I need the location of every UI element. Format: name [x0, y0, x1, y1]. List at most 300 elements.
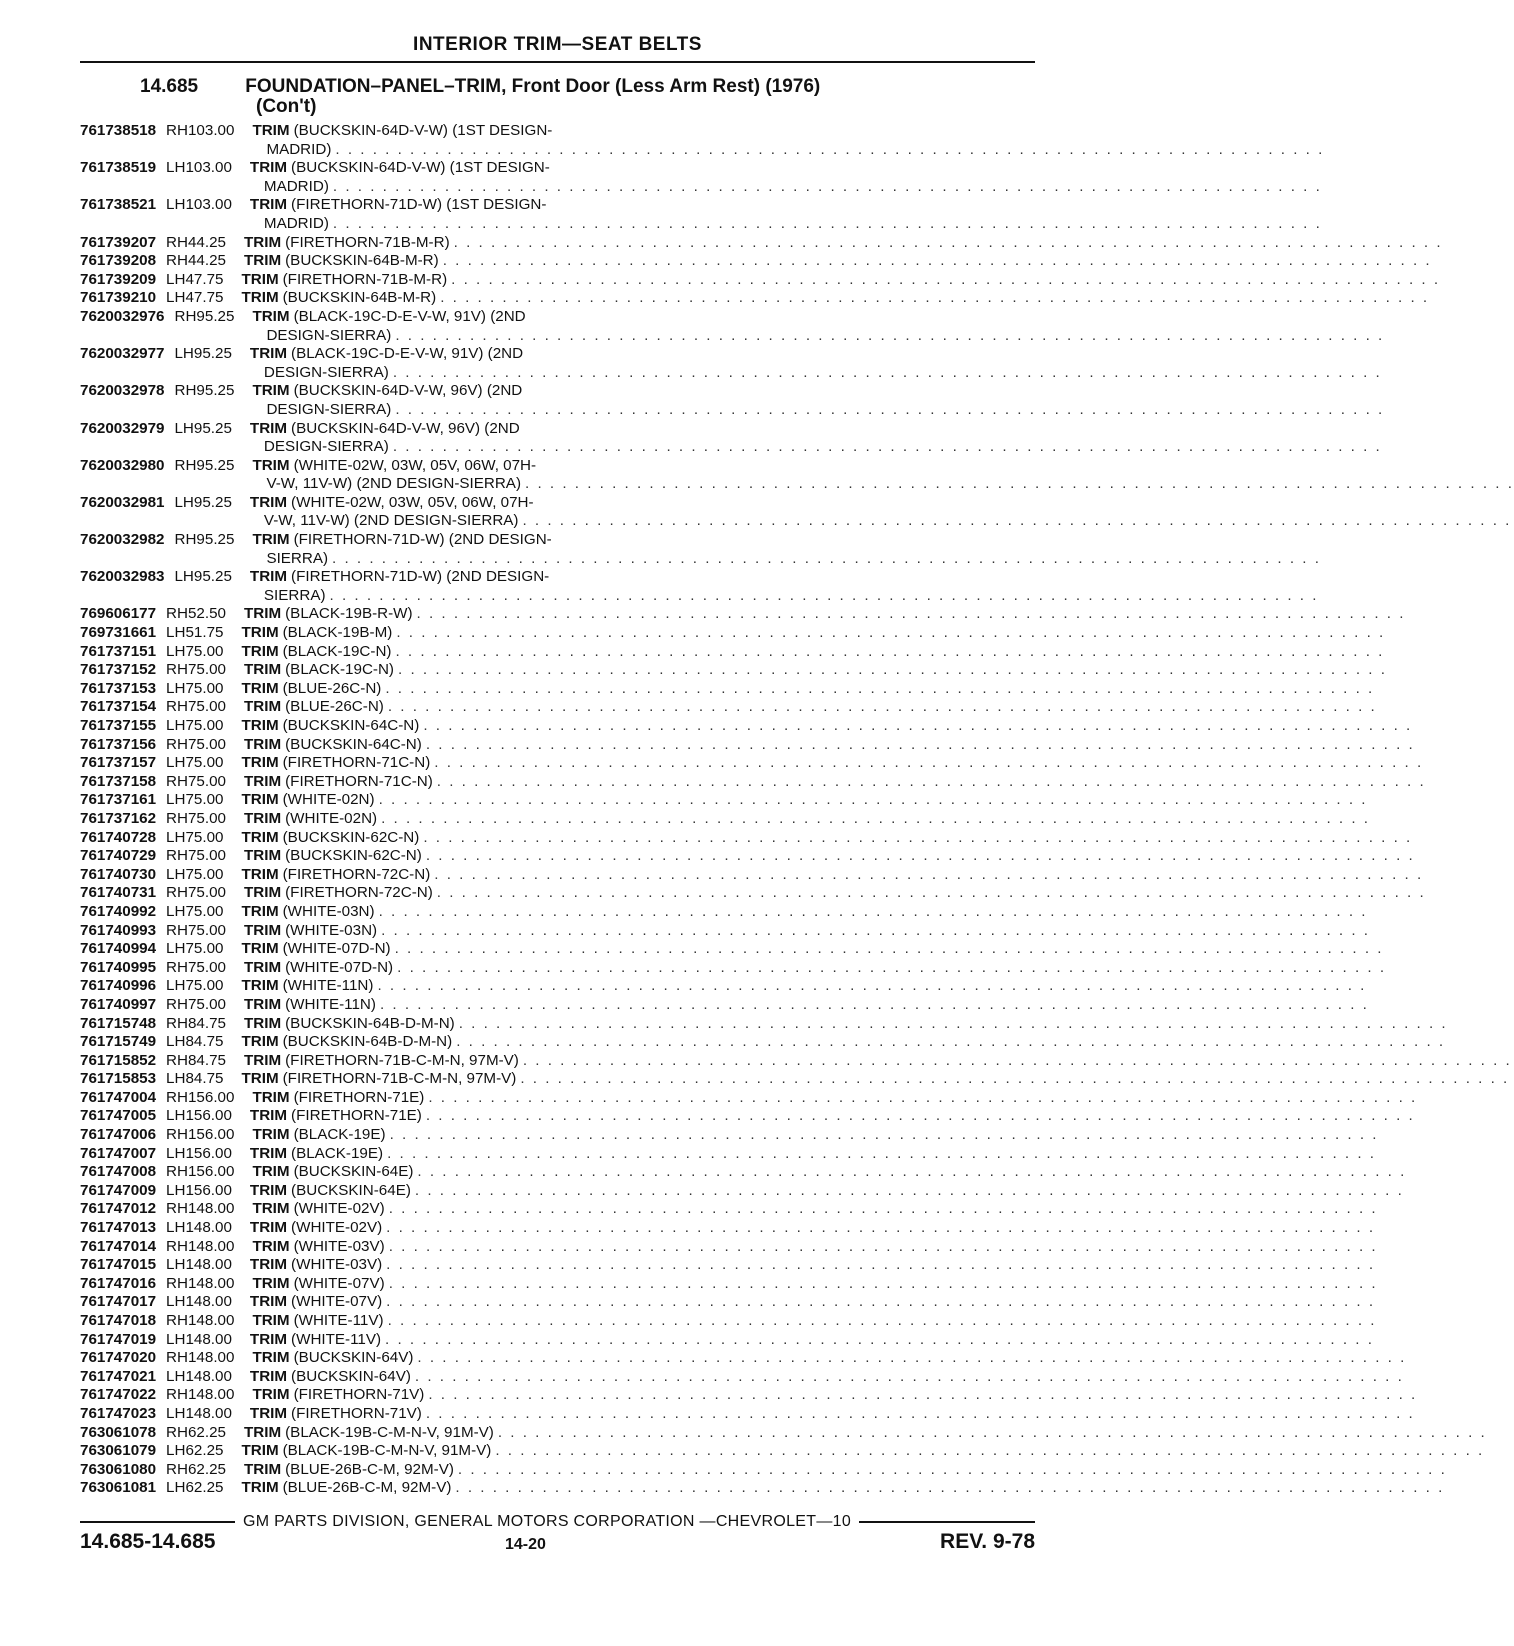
description-keyword: TRIM — [244, 661, 282, 679]
description-line — [250, 1368, 1404, 1387]
part-number-cell: 1737157 — [96, 754, 157, 772]
leader-dots: . . . . . . . . . . . . . . . . . . . . . . . . . . . . . . . . . . . . . . . . . . . . . . . . . . . . . . . . . . . . . . . . . . . . . . . . . . . . . . . . — [414, 1367, 1404, 1385]
description-keyword: TRIM — [241, 1479, 279, 1497]
side-cell: RH — [166, 884, 188, 902]
description-line — [241, 1442, 1484, 1461]
side-cell: LH — [166, 1404, 186, 1422]
side-cell: LH — [174, 345, 194, 363]
description-keyword: TRIM — [249, 1181, 288, 1199]
description-line — [244, 996, 1369, 1015]
price-cell: 103.00 — [187, 122, 235, 139]
description-text: (BLACK-19B-R-W) — [285, 605, 413, 623]
price-cell: 103.00 — [185, 159, 232, 177]
price-cell: 75.00 — [187, 995, 226, 1013]
description-cell — [244, 661, 1387, 680]
description-keyword: TRIM — [241, 902, 279, 920]
table-row — [80, 1404, 1415, 1424]
description-text: (WHITE-02V) — [293, 1200, 385, 1218]
description-text: (BLUE-26B-C-M, 92M-V) — [285, 1460, 454, 1478]
leader-dots: . . . . . . . . . . . . . . . . . . . . . . . . . . . . . . . . . . . . . . . . . . . . . . . . . . . . . . . . . . . . . . . . . . . . . . . . . . . . . . . . — [436, 772, 1426, 790]
side-cell: RH — [166, 252, 188, 270]
description-cell — [252, 457, 1513, 494]
leader-dots: . . . . . . . . . . . . . . . . . . . . . . . . . . . . . . . . . . . . . . . . . . . . . . . . . . . . . . . . . . . . . . . . . . . . . . . . . . . . . . . . — [428, 1088, 1418, 1106]
part-number-cell: 1737156 — [96, 735, 157, 753]
description-keyword: TRIM — [241, 1033, 279, 1051]
table-row — [80, 270, 1441, 290]
leader-dots: . . . . . . . . . . . . . . . . . . . . . . . . . . . . . . . . . . . . . . . . . . . . . . . . . . . . . . . . . . . . . . . . . . . . . . . . . . . . . . . . — [389, 1126, 1379, 1144]
leader-dots: . . . . . . . . . . . . . . . . . . . . . . . . . . . . . . . . . . . . . . . . . . . . . . . . . . . . . . . . . . . . . . . . . . . . . . . . . . . . . . . . — [425, 847, 1415, 865]
description-cell — [241, 1033, 1445, 1052]
price-cell: 148.00 — [185, 1367, 232, 1385]
side-cell: LH — [174, 568, 194, 586]
description-line — [241, 271, 1440, 290]
description-line — [252, 1238, 1377, 1257]
year-cell: 76 — [80, 382, 97, 400]
leader-dots: . . . . . . . . . . . . . . . . . . . . . . . . . . . . . . . . . . . . . . . . . . . . . . . . . . . . . . . . . . . . . . . . . . . . . . . . . . . . . . . . — [332, 214, 1322, 232]
price-cell: 148.00 — [187, 1386, 235, 1404]
description-keyword: TRIM — [244, 809, 282, 827]
side-cell: LH — [166, 1367, 186, 1385]
table-row — [80, 252, 1432, 271]
year-cell: 76 — [80, 233, 97, 251]
part-number-cell: 1740728 — [96, 828, 157, 846]
part-number-cell: 1715749 — [96, 1033, 157, 1051]
description-keyword: TRIM — [252, 1126, 290, 1144]
table-row — [80, 1163, 1407, 1182]
description-keyword: TRIM — [252, 1200, 290, 1218]
table-row — [80, 1237, 1378, 1257]
description-cell — [252, 531, 1321, 568]
leader-dots: . . . . . . . . . . . . . . . . . . . . . . . . . . . . . . . . . . . . . . . . . . . . . . . . . . . . . . . . . . . . . . . . . . . . . . . . . . . . . . . . — [457, 1460, 1447, 1478]
description-keyword: TRIM — [241, 754, 279, 772]
side-cell: LH — [166, 1442, 186, 1460]
table-row — [80, 717, 1413, 736]
year-cell: 76 — [80, 1200, 97, 1218]
description-keyword: TRIM — [244, 233, 282, 251]
price-cell: 44.25 — [187, 252, 226, 270]
part-number-cell: 1740993 — [96, 921, 157, 939]
year-cell: 76 — [80, 1367, 97, 1385]
year-cell: 76 — [80, 847, 97, 865]
part-number-cell: 20032983 — [96, 568, 165, 586]
table-row — [80, 531, 1321, 568]
side-cell: LH — [166, 828, 186, 846]
table-row — [80, 456, 1514, 494]
description-text: (WHITE-02N) — [282, 791, 375, 809]
leader-dots: . . . . . . . . . . . . . . . . . . . . . . . . . . . . . . . . . . . . . . . . . . . . . . . . . . . . . . . . . . . . . . . . . . . . . . . . . . . . . . . . — [398, 661, 1387, 679]
description-text: (WHITE-03V) — [291, 1256, 383, 1274]
year-cell: 76 — [80, 568, 97, 586]
table-row — [80, 865, 1424, 885]
description-text: (BUCKSKIN-64V) — [293, 1349, 414, 1367]
leader-dots: . . . . . . . . . . . . . . . . . . . . . . . . . . . . . . . . . . . . . . . . . . . . . . . . . . . . . . . . . . . . . . . . . . . . . . . . . . . . . . . . — [386, 1256, 1376, 1274]
price-cell: 62.25 — [185, 1479, 224, 1497]
description-text: (WHITE-02W, 03W, 05V, 06W, 07H- — [293, 456, 537, 474]
table-row — [80, 568, 1319, 605]
part-number-cell: 1747012 — [96, 1200, 157, 1218]
description-cell — [250, 196, 1322, 233]
price-cell: 47.75 — [185, 270, 224, 288]
part-number-cell: 1739208 — [96, 252, 157, 270]
side-cell: LH — [166, 642, 186, 660]
table-row — [80, 977, 1367, 996]
side-cell: LH — [166, 289, 186, 307]
description-text: (BUCKSKIN-64B-D-M-N) — [282, 1033, 453, 1051]
price-cell: 95.25 — [196, 531, 235, 549]
part-number-cell: 1739210 — [96, 289, 157, 307]
year-cell: 76 — [80, 865, 97, 883]
description-keyword: TRIM — [252, 1349, 290, 1367]
description-line — [244, 959, 1386, 978]
description-line — [244, 810, 1370, 829]
description-cell — [244, 773, 1426, 792]
description-cell — [244, 996, 1369, 1015]
part-number-cell: 1747006 — [96, 1126, 157, 1144]
side-cell: RH — [174, 456, 197, 474]
part-number-cell: 1747019 — [96, 1330, 157, 1348]
price-cell: 148.00 — [187, 1237, 235, 1255]
description-line — [250, 345, 1382, 364]
description-cell — [241, 866, 1423, 885]
table-row — [80, 196, 1322, 233]
side-cell: RH — [166, 233, 188, 251]
part-number-cell: 1740729 — [96, 847, 157, 865]
description-cell — [244, 922, 1370, 941]
table-row — [80, 1312, 1377, 1331]
year-cell: 76 — [80, 1274, 97, 1292]
side-cell: LH — [166, 754, 186, 772]
description-text: (BLACK-19B-M) — [282, 624, 393, 642]
description-text: (FIRETHORN-71B-M-R) — [282, 270, 448, 288]
description-text: (BUCKSKIN-64V) — [291, 1367, 411, 1385]
table-row — [80, 921, 1371, 941]
table-row — [80, 828, 1413, 848]
year-cell: 76 — [80, 902, 97, 920]
description-text: (WHITE-11V) — [293, 1312, 384, 1329]
description-cell — [250, 1405, 1415, 1424]
side-cell: RH — [166, 1163, 188, 1181]
side-cell: LH — [166, 1144, 186, 1162]
year-cell: 76 — [80, 1219, 97, 1237]
table-row — [80, 1144, 1376, 1164]
description-keyword: TRIM — [244, 1051, 282, 1069]
description-text-cont: MADRID) — [266, 140, 332, 158]
description-text: (FIRETHORN-71C-N) — [282, 754, 431, 772]
price-cell: 84.75 — [187, 1014, 226, 1032]
table-row — [80, 1386, 1418, 1405]
description-keyword: TRIM — [249, 1404, 288, 1422]
leader-dots: . . . . . . . . . . . . . . . . . . . . . . . . . . . . . . . . . . . . . . . . . . . . . . . . . . . . . . . . . . . . . . . . . . . . . . . . . . . . . . . . — [416, 605, 1406, 623]
year-cell: 76 — [80, 735, 97, 753]
description-keyword: TRIM — [241, 642, 279, 660]
description-text-cont: MADRID) — [263, 214, 329, 232]
year-cell: 76 — [80, 1404, 97, 1422]
description-text: (BLACK-19C-N) — [282, 642, 392, 660]
description-continuation — [252, 141, 1324, 160]
side-cell: RH — [166, 1460, 188, 1478]
description-line — [244, 1461, 1447, 1480]
price-cell: 148.00 — [185, 1256, 232, 1274]
description-text: (BUCKSKIN-62C-N) — [282, 828, 420, 846]
description-text: (FIRETHORN-71V) — [293, 1386, 425, 1404]
description-keyword: TRIM — [249, 1367, 288, 1385]
description-line — [252, 1312, 1376, 1331]
part-number-cell: 20032976 — [96, 307, 165, 325]
price-cell: 75.00 — [187, 884, 226, 902]
leader-dots: . . . . . . . . . . . . . . . . . . . . . . . . . . . . . . . . . . . . . . . . . . . . . . . . . . . . . . . . . . . . . . . . . . . . . . . . . . . . . . . . — [335, 140, 1325, 158]
price-cell: 156.00 — [187, 1163, 235, 1181]
part-number-cell: 1747017 — [96, 1293, 157, 1311]
year-cell: 76 — [80, 252, 97, 270]
description-cell — [250, 1293, 1375, 1312]
description-line — [244, 661, 1387, 680]
part-number-cell: 1738521 — [96, 196, 157, 214]
year-cell: 76 — [80, 1479, 97, 1497]
part-number-cell: 1739207 — [96, 233, 157, 251]
table-row — [80, 382, 1385, 419]
price-cell: 156.00 — [187, 1088, 235, 1106]
description-continuation — [250, 587, 1319, 606]
description-keyword: TRIM — [249, 1107, 288, 1125]
part-number-cell: 1715853 — [96, 1070, 157, 1088]
description-keyword: TRIM — [249, 1256, 288, 1274]
description-keyword: TRIM — [241, 270, 279, 288]
side-cell: RH — [166, 661, 188, 679]
part-number-cell: 1738519 — [96, 159, 157, 177]
description-keyword: TRIM — [241, 679, 279, 697]
table-row — [80, 1051, 1512, 1071]
description-text: (BLACK-19C-D-E-V-W, 91V) (2ND — [293, 307, 526, 325]
leader-dots: . . . . . . . . . . . . . . . . . . . . . . . . . . . . . . . . . . . . . . . . . . . . . . . . . . . . . . . . . . . . . . . . . . . . . . . . . . . . . . . . — [395, 326, 1385, 344]
description-text: (FIRETHORN-71B-M-R) — [285, 233, 450, 251]
year-cell: 76 — [80, 1386, 97, 1404]
side-cell: LH — [166, 977, 186, 995]
description-cell — [241, 289, 1429, 308]
side-cell: RH — [166, 772, 188, 790]
leader-dots: . . . . . . . . . . . . . . . . . . . . . . . . . . . . . . . . . . . . . . . . . . . . . . . . . . . . . . . . . . . . . . . . . . . . . . . . . . . . . . . . — [455, 1479, 1445, 1497]
group-number: 14.685 — [140, 76, 199, 97]
table-row — [80, 1200, 1378, 1219]
description-line — [241, 829, 1412, 848]
description-keyword: TRIM — [241, 865, 279, 883]
description-line — [252, 122, 1324, 141]
description-line — [244, 252, 1432, 271]
price-cell: 75.00 — [185, 828, 224, 846]
description-cell — [244, 1052, 1512, 1071]
table-row — [80, 419, 1382, 457]
price-cell: 95.25 — [193, 419, 232, 437]
description-text: (BUCKSKIN-64B-M-R) — [285, 252, 439, 270]
year-cell: 76 — [80, 884, 97, 902]
part-number-cell: 1739209 — [96, 270, 157, 288]
leader-dots: . . . . . . . . . . . . . . . . . . . . . . . . . . . . . . . . . . . . . . . . . . . . . . . . . . . . . . . . . . . . . . . . . . . . . . . . . . . . . . . . — [442, 252, 1432, 270]
year-cell: 76 — [80, 159, 97, 177]
leader-dots: . . . . . . . . . . . . . . . . . . . . . . . . . . . . . . . . . . . . . . . . . . . . . . . . . . . . . . . . . . . . . . . . . . . . . . . . . . . . . . . . — [425, 1107, 1415, 1125]
year-cell: 76 — [80, 1126, 97, 1144]
description-cell — [241, 1070, 1509, 1089]
group-title: FOUNDATION–PANEL–TRIM, Front Door (Less Arm Rest) (1976) — [245, 76, 821, 97]
year-cell: 76 — [80, 307, 97, 325]
side-cell: LH — [166, 940, 186, 958]
description-line — [252, 1200, 1377, 1219]
description-line — [241, 977, 1366, 996]
description-line — [241, 866, 1423, 885]
description-cell — [241, 940, 1383, 959]
table-row — [80, 995, 1369, 1015]
description-line — [241, 680, 1374, 699]
leader-dots: . . . . . . . . . . . . . . . . . . . . . . . . . . . . . . . . . . . . . . . . . . . . . . . . . . . . . . . . . . . . . . . . . . . . . . . . . . . . . . . . — [417, 1163, 1407, 1181]
leader-dots: . . . . . . . . . . . . . . . . . . . . . . . . . . . . . . . . . . . . . . . . . . . . . . . . . . . . . . . . . . . . . . . . . . . . . . . . . . . . . . . . — [451, 270, 1441, 288]
leader-dots: . . . . . . . . . . . . . . . . . . . . . . . . . . . . . . . . . . . . . . . . . . . . . . . . . . . . . . . . . . . . . . . . . . . . . . . . . . . . . . . . — [332, 177, 1322, 195]
table-row — [80, 754, 1424, 773]
price-cell: 75.00 — [185, 717, 224, 734]
description-cell — [244, 252, 1432, 271]
side-cell: RH — [166, 921, 188, 939]
part-number-cell: 1740731 — [96, 884, 157, 902]
year-cell: 76 — [80, 679, 97, 697]
leader-dots: . . . . . . . . . . . . . . . . . . . . . . . . . . . . . . . . . . . . . . . . . . . . . . . . . . . . . . . . . . . . . . . . . . . . . . . . . . . . . . . . — [456, 1033, 1446, 1051]
description-line — [241, 1070, 1509, 1089]
price-cell: 75.00 — [185, 754, 224, 772]
side-cell: RH — [166, 605, 188, 623]
description-continuation — [250, 364, 1382, 383]
description-cell — [252, 1386, 1417, 1405]
year-cell: 76 — [80, 791, 97, 809]
description-cell — [250, 1331, 1374, 1350]
table-row — [80, 345, 1382, 382]
description-text: (WHITE-03V) — [293, 1237, 385, 1255]
description-cell — [250, 345, 1382, 382]
leader-dots: . . . . . . . . . . . . . . . . . . . . . . . . . . . . . . . . . . . . . . . . . . . . . . . . . . . . . . . . . . . . . . . . . . . . . . . . . . . . . . . . — [388, 1200, 1378, 1218]
description-line — [241, 1479, 1444, 1498]
side-cell: RH — [166, 1386, 188, 1404]
year-cell: 76 — [80, 995, 97, 1013]
leader-dots: . . . . . . . . . . . . . . . . . . . . . . . . . . . . . . . . . . . . . . . . . . . . . . . . . . . . . . . . . . . . . . . . . . . . . . . . . . . . . . . . — [387, 1312, 1377, 1329]
price-cell: 156.00 — [187, 1126, 235, 1144]
table-row — [80, 1349, 1407, 1368]
leader-dots: . . . . . . . . . . . . . . . . . . . . . . . . . . . . . . . . . . . . . . . . . . . . . . . . . . . . . . . . . . . . . . . . . . . . . . . . . . . . . . . . — [497, 1423, 1487, 1441]
description-cell — [252, 1089, 1417, 1108]
part-number-cell: 1747004 — [96, 1088, 157, 1106]
table-row — [80, 1256, 1376, 1275]
description-keyword: TRIM — [249, 1219, 288, 1237]
table-row — [80, 884, 1426, 903]
description-line — [244, 234, 1443, 253]
side-cell: LH — [166, 902, 186, 920]
description-cell — [244, 847, 1415, 866]
description-text-cont: SIERRA) — [263, 586, 326, 604]
year-cell: 76 — [80, 1088, 97, 1106]
footer-line — [80, 1513, 1035, 1531]
leader-dots: . . . . . . . . . . . . . . . . . . . . . . . . . . . . . . . . . . . . . . . . . . . . . . . . . . . . . . . . . . . . . . . . . . . . . . . . . . . . . . . . — [392, 363, 1382, 381]
part-number-cell: 9731661 — [96, 624, 157, 642]
table-row — [80, 698, 1377, 717]
description-keyword: TRIM — [244, 735, 282, 753]
part-number-cell: 20032980 — [96, 456, 165, 474]
side-cell: LH — [166, 1479, 186, 1497]
part-number-cell: 1747009 — [96, 1181, 157, 1199]
description-keyword: TRIM — [244, 605, 282, 623]
side-cell: RH — [166, 1312, 188, 1329]
year-cell: 76 — [80, 531, 97, 549]
description-text: (BUCKSKIN-64C-N) — [282, 717, 420, 734]
side-cell: LH — [166, 159, 186, 177]
description-text: (FIRETHORN-72C-N) — [285, 884, 433, 902]
side-cell: LH — [166, 624, 186, 642]
description-text: (BUCKSKIN-64D-V-W) (1ST DESIGN- — [291, 159, 550, 177]
description-text: (WHITE-02V) — [291, 1219, 383, 1237]
year-cell: 76 — [80, 754, 97, 772]
table-row — [80, 1330, 1374, 1350]
description-continuation — [252, 475, 1513, 494]
description-cell — [241, 1479, 1444, 1498]
table-row — [80, 1181, 1404, 1201]
year-cell: 76 — [80, 940, 97, 958]
description-cell — [241, 717, 1412, 736]
group-heading — [140, 76, 820, 98]
table-row — [80, 958, 1387, 978]
description-cell — [252, 1349, 1406, 1368]
part-number-cell: 1715748 — [96, 1014, 157, 1032]
year-cell: 76 — [80, 1460, 97, 1478]
description-text: (BLACK-19C-D-E-V-W, 91V) (2ND — [291, 345, 524, 363]
price-cell: 75.00 — [187, 661, 226, 679]
description-keyword: TRIM — [252, 1312, 290, 1329]
part-number-cell: 1737158 — [96, 772, 157, 790]
part-number-cell: 1747016 — [96, 1274, 157, 1292]
description-line — [241, 791, 1367, 810]
group-continued: (Con't) — [256, 96, 317, 117]
part-number-cell: 1715852 — [96, 1051, 157, 1069]
leader-dots: . . . . . . . . . . . . . . . . . . . . . . . . . . . . . . . . . . . . . . . . . . . . . . . . . . . . . . . . . . . . . . . . . . . . . . . . . . . . . . . . — [417, 1349, 1407, 1367]
description-cell — [250, 1107, 1415, 1126]
leader-dots: . . . . . . . . . . . . . . . . . . . . . . . . . . . . . . . . . . . . . . . . . . . . . . . . . . . . . . . . . . . . . . . . . . . . . . . . . . . . . . . . — [453, 233, 1443, 251]
part-number-cell: 1737155 — [96, 717, 157, 734]
description-text: (WHITE-07V) — [291, 1293, 383, 1311]
leader-dots: . . . . . . . . . . . . . . . . . . . . . . . . . . . . . . . . . . . . . . . . . . . . . . . . . . . . . . . . . . . . . . . . . . . . . . . . . . . . . . . . — [377, 977, 1367, 995]
side-cell: RH — [166, 1088, 188, 1106]
year-cell: 76 — [80, 1070, 97, 1088]
description-cell — [244, 736, 1415, 755]
description-text: (BLACK-19C-N) — [285, 661, 394, 679]
description-keyword: TRIM — [241, 624, 279, 642]
price-cell: 95.25 — [196, 307, 235, 325]
year-cell: 76 — [80, 493, 97, 511]
description-keyword: TRIM — [241, 791, 279, 809]
description-line — [244, 698, 1377, 717]
price-cell: 75.00 — [185, 791, 224, 809]
description-text: (WHITE-11N) — [285, 995, 376, 1013]
description-keyword: TRIM — [241, 289, 279, 307]
description-line — [252, 382, 1384, 401]
table-row — [80, 809, 1371, 829]
part-number-cell: 1737152 — [96, 661, 157, 679]
price-cell: 148.00 — [185, 1293, 232, 1311]
description-line — [250, 1145, 1376, 1164]
part-number-cell: 3061080 — [96, 1460, 157, 1478]
description-text: (FIRETHORN-71V) — [291, 1404, 422, 1422]
description-cell — [252, 1275, 1377, 1294]
year-cell: 76 — [80, 1107, 97, 1125]
price-cell: 148.00 — [187, 1349, 235, 1367]
description-line — [244, 736, 1415, 755]
description-text: (BLUE-26C-N) — [285, 698, 384, 716]
year-cell: 76 — [80, 1051, 97, 1069]
leader-dots: . . . . . . . . . . . . . . . . . . . . . . . . . . . . . . . . . . . . . . . . . . . . . . . . . . . . . . . . . . . . . . . . . . . . . . . . . . . . . . . . — [423, 717, 1413, 734]
description-text: (BLACK-19E) — [291, 1144, 384, 1162]
description-text: (BUCKSKIN-64D-V-W, 96V) (2ND — [293, 382, 523, 400]
leader-dots: . . . . . . . . . . . . . . . . . . . . . . . . . . . . . . . . . . . . . . . . . . . . . . . . . . . . . . . . . . . . . . . . . . . . . . . . . . . . . . . . — [378, 902, 1368, 920]
